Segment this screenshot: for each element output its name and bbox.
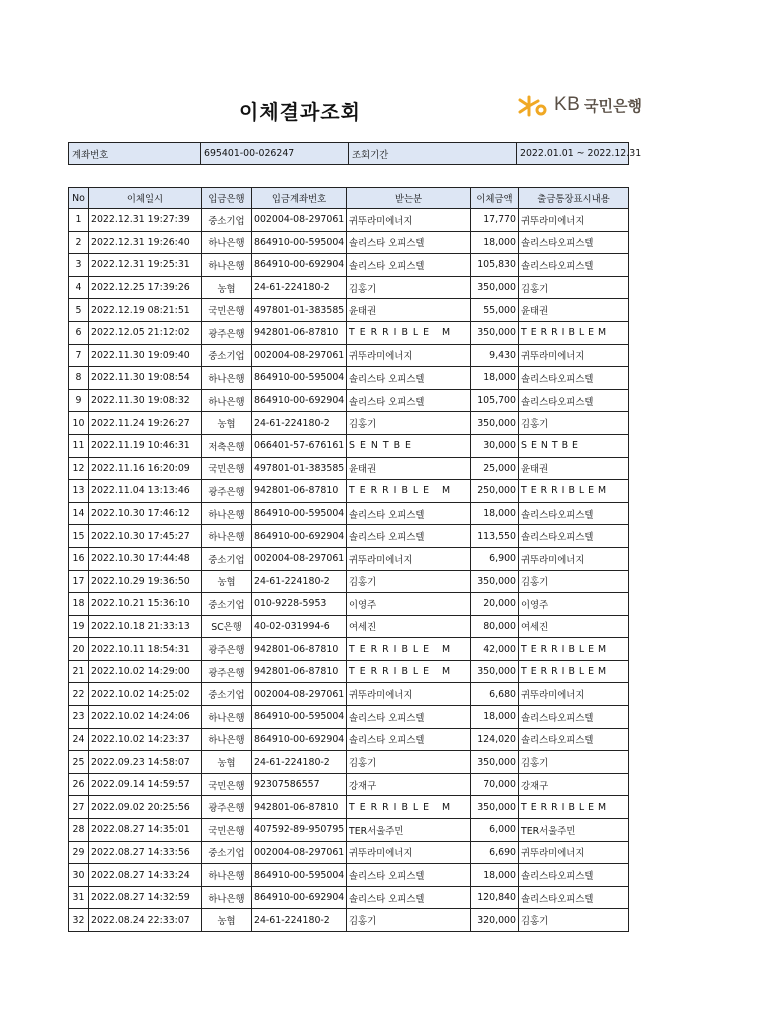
cell-account: 24-61-224180-2 — [252, 276, 347, 299]
cell-bank: 국민은행 — [202, 457, 252, 480]
table-row — [69, 344, 629, 367]
header-recipient: 받는분 — [347, 188, 471, 209]
cell-memo: 김홍기 — [519, 570, 629, 593]
cell-amount: 30,000 — [471, 434, 519, 457]
cell-amount: 9,430 — [471, 344, 519, 367]
cell-bank: 국민은행 — [202, 299, 252, 322]
cell-no: 31 — [69, 886, 89, 909]
cell-no: 3 — [69, 254, 89, 277]
cell-recipient: 솔리스타 오피스텔 — [347, 231, 471, 254]
page-title: 이체결과조회 — [239, 100, 361, 124]
cell-datetime: 2022.09.02 20:25:56 — [89, 796, 202, 819]
cell-memo: 김홍기 — [519, 276, 629, 299]
cell-datetime: 2022.11.16 16:20:09 — [89, 457, 202, 480]
table-row — [69, 751, 629, 774]
cell-bank: 하나은행 — [202, 706, 252, 729]
cell-no: 15 — [69, 525, 89, 548]
kb-logo — [516, 92, 768, 120]
cell-memo: 귀뚜라미에너지 — [519, 344, 629, 367]
cell-account: 864910-00-692904 — [252, 886, 347, 909]
cell-bank: 중소기업 — [202, 344, 252, 367]
cell-recipient: 솔리스타 오피스텔 — [347, 706, 471, 729]
cell-bank: 하나은행 — [202, 254, 252, 277]
cell-bank: 국민은행 — [202, 773, 252, 796]
cell-no: 11 — [69, 434, 89, 457]
cell-memo: 귀뚜라미에너지 — [519, 547, 629, 570]
header-bank: 입금은행 — [202, 188, 252, 209]
cell-amount: 80,000 — [471, 615, 519, 638]
cell-datetime: 2022.12.25 17:39:26 — [89, 276, 202, 299]
cell-datetime: 2022.08.24 22:33:07 — [89, 909, 202, 932]
kb-star-icon — [516, 95, 550, 117]
table-row — [69, 367, 629, 390]
cell-recipient: 귀뚜라미에너지 — [347, 683, 471, 706]
table-row — [69, 502, 629, 525]
cell-recipient: TERRIBLE M — [347, 638, 471, 661]
cell-no: 26 — [69, 773, 89, 796]
table-row — [69, 480, 629, 503]
cell-bank: 광주은행 — [202, 321, 252, 344]
cell-recipient: 솔리스타 오피스텔 — [347, 886, 471, 909]
cell-account: 24-61-224180-2 — [252, 909, 347, 932]
cell-account: 942801-06-87810 — [252, 660, 347, 683]
cell-memo: 솔리스타오피스텔 — [519, 502, 629, 525]
cell-bank: 광주은행 — [202, 660, 252, 683]
cell-no: 23 — [69, 706, 89, 729]
cell-recipient: TERRIBLE M — [347, 321, 471, 344]
cell-datetime: 2022.10.30 17:46:12 — [89, 502, 202, 525]
cell-memo: 김홍기 — [519, 412, 629, 435]
cell-no: 16 — [69, 547, 89, 570]
cell-amount: 18,000 — [471, 502, 519, 525]
cell-amount: 42,000 — [471, 638, 519, 661]
table-row — [69, 231, 629, 254]
cell-memo: 여세진 — [519, 615, 629, 638]
cell-memo: 솔리스타오피스텔 — [519, 728, 629, 751]
cell-no: 1 — [69, 209, 89, 232]
cell-memo: TERRIBLEM — [519, 796, 629, 819]
cell-memo: 귀뚜라미에너지 — [519, 683, 629, 706]
table-row — [69, 796, 629, 819]
cell-memo: 솔리스타오피스텔 — [519, 254, 629, 277]
cell-datetime: 2022.08.27 14:32:59 — [89, 886, 202, 909]
cell-bank: 농협 — [202, 570, 252, 593]
cell-bank: 중소기업 — [202, 593, 252, 616]
cell-no: 21 — [69, 660, 89, 683]
cell-amount: 350,000 — [471, 276, 519, 299]
cell-recipient: 이영주 — [347, 593, 471, 616]
cell-datetime: 2022.11.24 19:26:27 — [89, 412, 202, 435]
cell-account: 864910-00-692904 — [252, 728, 347, 751]
table-row — [69, 412, 629, 435]
cell-amount: 120,840 — [471, 886, 519, 909]
cell-amount: 20,000 — [471, 593, 519, 616]
cell-datetime: 2022.12.05 21:12:02 — [89, 321, 202, 344]
cell-no: 5 — [69, 299, 89, 322]
cell-no: 17 — [69, 570, 89, 593]
table-header-row — [69, 188, 629, 209]
cell-memo: 솔리스타오피스텔 — [519, 389, 629, 412]
cell-memo: TERRIBLEM — [519, 321, 629, 344]
cell-account: 407592-89-950795 — [252, 819, 347, 842]
table-row — [69, 819, 629, 842]
cell-memo: TERRIBLEM — [519, 480, 629, 503]
cell-amount: 6,900 — [471, 547, 519, 570]
table-row — [69, 909, 629, 932]
cell-no: 4 — [69, 276, 89, 299]
cell-bank: 하나은행 — [202, 864, 252, 887]
cell-recipient: 김홍기 — [347, 751, 471, 774]
cell-recipient: 김홍기 — [347, 570, 471, 593]
cell-account: 864910-00-692904 — [252, 389, 347, 412]
cell-bank: SC은행 — [202, 615, 252, 638]
cell-datetime: 2022.10.29 19:36:50 — [89, 570, 202, 593]
cell-no: 27 — [69, 796, 89, 819]
cell-bank: 저축은행 — [202, 434, 252, 457]
table-row — [69, 660, 629, 683]
cell-recipient: 솔리스타 오피스텔 — [347, 367, 471, 390]
table-row — [69, 570, 629, 593]
cell-datetime: 2022.10.30 17:44:48 — [89, 547, 202, 570]
period-value: 2022.01.01 ~ 2022.12.31 — [517, 143, 629, 165]
cell-datetime: 2022.11.30 19:08:32 — [89, 389, 202, 412]
cell-recipient: 김홍기 — [347, 909, 471, 932]
cell-no: 6 — [69, 321, 89, 344]
cell-bank: 중소기업 — [202, 209, 252, 232]
cell-account: 24-61-224180-2 — [252, 751, 347, 774]
table-row — [69, 321, 629, 344]
cell-recipient: TERRIBLE M — [347, 660, 471, 683]
header-datetime: 이체일시 — [89, 188, 202, 209]
cell-memo: 윤태권 — [519, 457, 629, 480]
cell-account: 864910-00-595004 — [252, 864, 347, 887]
cell-datetime: 2022.12.31 19:26:40 — [89, 231, 202, 254]
cell-amount: 350,000 — [471, 796, 519, 819]
transfer-table — [68, 187, 629, 932]
cell-recipient: TERRIBLE M — [347, 480, 471, 503]
cell-recipient: 귀뚜라미에너지 — [347, 841, 471, 864]
table-row — [69, 525, 629, 548]
cell-bank: 농협 — [202, 412, 252, 435]
cell-amount: 350,000 — [471, 321, 519, 344]
cell-no: 2 — [69, 231, 89, 254]
cell-recipient: 솔리스타 오피스텔 — [347, 254, 471, 277]
header-account: 입금계좌번호 — [252, 188, 347, 209]
cell-recipient: TER서울주민 — [347, 819, 471, 842]
cell-memo: 이영주 — [519, 593, 629, 616]
cell-recipient: 솔리스타 오피스텔 — [347, 502, 471, 525]
cell-amount: 250,000 — [471, 480, 519, 503]
cell-recipient: 김홍기 — [347, 412, 471, 435]
cell-amount: 70,000 — [471, 773, 519, 796]
cell-datetime: 2022.08.27 14:33:56 — [89, 841, 202, 864]
cell-no: 22 — [69, 683, 89, 706]
cell-bank: 국민은행 — [202, 819, 252, 842]
cell-memo: 솔리스타오피스텔 — [519, 864, 629, 887]
cell-datetime: 2022.10.18 21:33:13 — [89, 615, 202, 638]
cell-bank: 중소기업 — [202, 547, 252, 570]
cell-no: 13 — [69, 480, 89, 503]
logo-bank-text: 국민은행 — [584, 97, 642, 115]
cell-account: 942801-06-87810 — [252, 480, 347, 503]
cell-amount: 113,550 — [471, 525, 519, 548]
cell-recipient: 솔리스타 오피스텔 — [347, 864, 471, 887]
cell-memo: 윤태권 — [519, 299, 629, 322]
cell-amount: 105,830 — [471, 254, 519, 277]
cell-memo: 솔리스타오피스텔 — [519, 886, 629, 909]
cell-account: 864910-00-692904 — [252, 525, 347, 548]
cell-no: 12 — [69, 457, 89, 480]
cell-account: 002004-08-297061 — [252, 547, 347, 570]
cell-memo: 귀뚜라미에너지 — [519, 209, 629, 232]
cell-datetime: 2022.10.30 17:45:27 — [89, 525, 202, 548]
cell-recipient: 귀뚜라미에너지 — [347, 547, 471, 570]
cell-account: 40-02-031994-6 — [252, 615, 347, 638]
cell-account: 864910-00-595004 — [252, 502, 347, 525]
cell-account: 942801-06-87810 — [252, 638, 347, 661]
cell-bank: 하나은행 — [202, 525, 252, 548]
cell-account: 002004-08-297061 — [252, 841, 347, 864]
cell-account: 942801-06-87810 — [252, 796, 347, 819]
cell-memo: TERRIBLEM — [519, 638, 629, 661]
table-row — [69, 276, 629, 299]
cell-bank: 중소기업 — [202, 841, 252, 864]
table-row — [69, 593, 629, 616]
period-label: 조회기간 — [349, 143, 517, 165]
table-row — [69, 841, 629, 864]
cell-amount: 320,000 — [471, 909, 519, 932]
cell-bank: 농협 — [202, 751, 252, 774]
cell-no: 10 — [69, 412, 89, 435]
logo-kb-text: KB — [554, 94, 581, 115]
account-info-table — [68, 142, 642, 165]
cell-memo: 솔리스타오피스텔 — [519, 525, 629, 548]
cell-no: 20 — [69, 638, 89, 661]
cell-bank: 광주은행 — [202, 480, 252, 503]
cell-amount: 350,000 — [471, 412, 519, 435]
header-memo: 출금통장표시내용 — [519, 188, 629, 209]
cell-memo: 솔리스타오피스텔 — [519, 231, 629, 254]
cell-account: 942801-06-87810 — [252, 321, 347, 344]
cell-no: 30 — [69, 864, 89, 887]
table-row — [69, 706, 629, 729]
cell-no: 19 — [69, 615, 89, 638]
cell-datetime: 2022.10.02 14:29:00 — [89, 660, 202, 683]
cell-amount: 18,000 — [471, 864, 519, 887]
cell-bank: 농협 — [202, 909, 252, 932]
cell-account: 002004-08-297061 — [252, 209, 347, 232]
cell-bank: 하나은행 — [202, 367, 252, 390]
cell-datetime: 2022.10.21 15:36:10 — [89, 593, 202, 616]
cell-recipient: 솔리스타 오피스텔 — [347, 389, 471, 412]
cell-amount: 6,000 — [471, 819, 519, 842]
account-info-row — [69, 143, 629, 165]
header-no: No — [69, 188, 89, 209]
cell-datetime: 2022.11.04 13:13:46 — [89, 480, 202, 503]
cell-no: 8 — [69, 367, 89, 390]
cell-bank: 농협 — [202, 276, 252, 299]
cell-account: 24-61-224180-2 — [252, 570, 347, 593]
cell-no: 18 — [69, 593, 89, 616]
cell-amount: 18,000 — [471, 706, 519, 729]
table-row — [69, 389, 629, 412]
cell-account: 497801-01-383585 — [252, 299, 347, 322]
cell-amount: 18,000 — [471, 231, 519, 254]
table-row — [69, 886, 629, 909]
cell-memo: 귀뚜라미에너지 — [519, 841, 629, 864]
cell-bank: 광주은행 — [202, 796, 252, 819]
cell-memo: TERRIBLEM — [519, 660, 629, 683]
table-row — [69, 457, 629, 480]
cell-datetime: 2022.11.30 19:09:40 — [89, 344, 202, 367]
cell-datetime: 2022.09.14 14:59:57 — [89, 773, 202, 796]
cell-datetime: 2022.10.11 18:54:31 — [89, 638, 202, 661]
table-row — [69, 254, 629, 277]
cell-amount: 105,700 — [471, 389, 519, 412]
cell-datetime: 2022.08.27 14:35:01 — [89, 819, 202, 842]
table-row — [69, 209, 629, 232]
header-amount: 이체금액 — [471, 188, 519, 209]
cell-account: 002004-08-297061 — [252, 344, 347, 367]
table-row — [69, 299, 629, 322]
cell-recipient: 솔리스타 오피스텔 — [347, 728, 471, 751]
cell-account: 864910-00-692904 — [252, 254, 347, 277]
cell-no: 29 — [69, 841, 89, 864]
cell-datetime: 2022.12.31 19:25:31 — [89, 254, 202, 277]
cell-account: 010-9228-5953 — [252, 593, 347, 616]
cell-no: 32 — [69, 909, 89, 932]
cell-bank: 하나은행 — [202, 886, 252, 909]
cell-bank: 광주은행 — [202, 638, 252, 661]
cell-account: 92307586557 — [252, 773, 347, 796]
cell-bank: 중소기업 — [202, 683, 252, 706]
table-row — [69, 728, 629, 751]
cell-account: 24-61-224180-2 — [252, 412, 347, 435]
cell-memo: 강재구 — [519, 773, 629, 796]
table-row — [69, 864, 629, 887]
table-row — [69, 434, 629, 457]
cell-amount: 124,020 — [471, 728, 519, 751]
cell-recipient: 귀뚜라미에너지 — [347, 344, 471, 367]
cell-recipient: 김홍기 — [347, 276, 471, 299]
cell-datetime: 2022.08.27 14:33:24 — [89, 864, 202, 887]
cell-amount: 350,000 — [471, 751, 519, 774]
cell-datetime: 2022.11.19 10:46:31 — [89, 434, 202, 457]
cell-recipient: 여세진 — [347, 615, 471, 638]
table-row — [69, 638, 629, 661]
cell-memo: SENTBE — [519, 434, 629, 457]
cell-amount: 350,000 — [471, 660, 519, 683]
cell-datetime: 2022.10.02 14:25:02 — [89, 683, 202, 706]
cell-no: 25 — [69, 751, 89, 774]
cell-recipient: 윤태권 — [347, 457, 471, 480]
cell-account: 864910-00-595004 — [252, 367, 347, 390]
cell-amount: 17,770 — [471, 209, 519, 232]
cell-datetime: 2022.09.23 14:58:07 — [89, 751, 202, 774]
cell-recipient: TERRIBLE M — [347, 796, 471, 819]
account-label: 계좌번호 — [69, 143, 201, 165]
cell-memo: 솔리스타오피스텔 — [519, 367, 629, 390]
cell-memo: TER서울주민 — [519, 819, 629, 842]
cell-no: 9 — [69, 389, 89, 412]
cell-datetime: 2022.12.31 19:27:39 — [89, 209, 202, 232]
cell-account: 864910-00-595004 — [252, 706, 347, 729]
table-row — [69, 773, 629, 796]
cell-memo: 솔리스타오피스텔 — [519, 706, 629, 729]
cell-amount: 6,680 — [471, 683, 519, 706]
cell-no: 14 — [69, 502, 89, 525]
cell-amount: 25,000 — [471, 457, 519, 480]
cell-no: 28 — [69, 819, 89, 842]
cell-datetime: 2022.11.30 19:08:54 — [89, 367, 202, 390]
cell-bank: 하나은행 — [202, 502, 252, 525]
cell-bank: 하나은행 — [202, 728, 252, 751]
cell-datetime: 2022.10.02 14:24:06 — [89, 706, 202, 729]
cell-memo: 김홍기 — [519, 751, 629, 774]
cell-account: 497801-01-383585 — [252, 457, 347, 480]
cell-bank: 하나은행 — [202, 231, 252, 254]
cell-amount: 350,000 — [471, 570, 519, 593]
cell-datetime: 2022.12.19 08:21:51 — [89, 299, 202, 322]
cell-account: 066401-57-676161 — [252, 434, 347, 457]
cell-amount: 55,000 — [471, 299, 519, 322]
cell-recipient: 귀뚜라미에너지 — [347, 209, 471, 232]
cell-amount: 6,690 — [471, 841, 519, 864]
cell-amount: 18,000 — [471, 367, 519, 390]
cell-recipient: 윤태권 — [347, 299, 471, 322]
table-row — [69, 547, 629, 570]
cell-recipient: 강재구 — [347, 773, 471, 796]
cell-recipient: 솔리스타 오피스텔 — [347, 525, 471, 548]
cell-memo: 김홍기 — [519, 909, 629, 932]
table-row — [69, 615, 629, 638]
cell-datetime: 2022.10.02 14:23:37 — [89, 728, 202, 751]
cell-account: 002004-08-297061 — [252, 683, 347, 706]
cell-bank: 하나은행 — [202, 389, 252, 412]
cell-account: 864910-00-595004 — [252, 231, 347, 254]
cell-no: 7 — [69, 344, 89, 367]
cell-recipient: SENTBE — [347, 434, 471, 457]
cell-no: 24 — [69, 728, 89, 751]
table-row — [69, 683, 629, 706]
account-value: 695401-00-026247 — [201, 143, 349, 165]
